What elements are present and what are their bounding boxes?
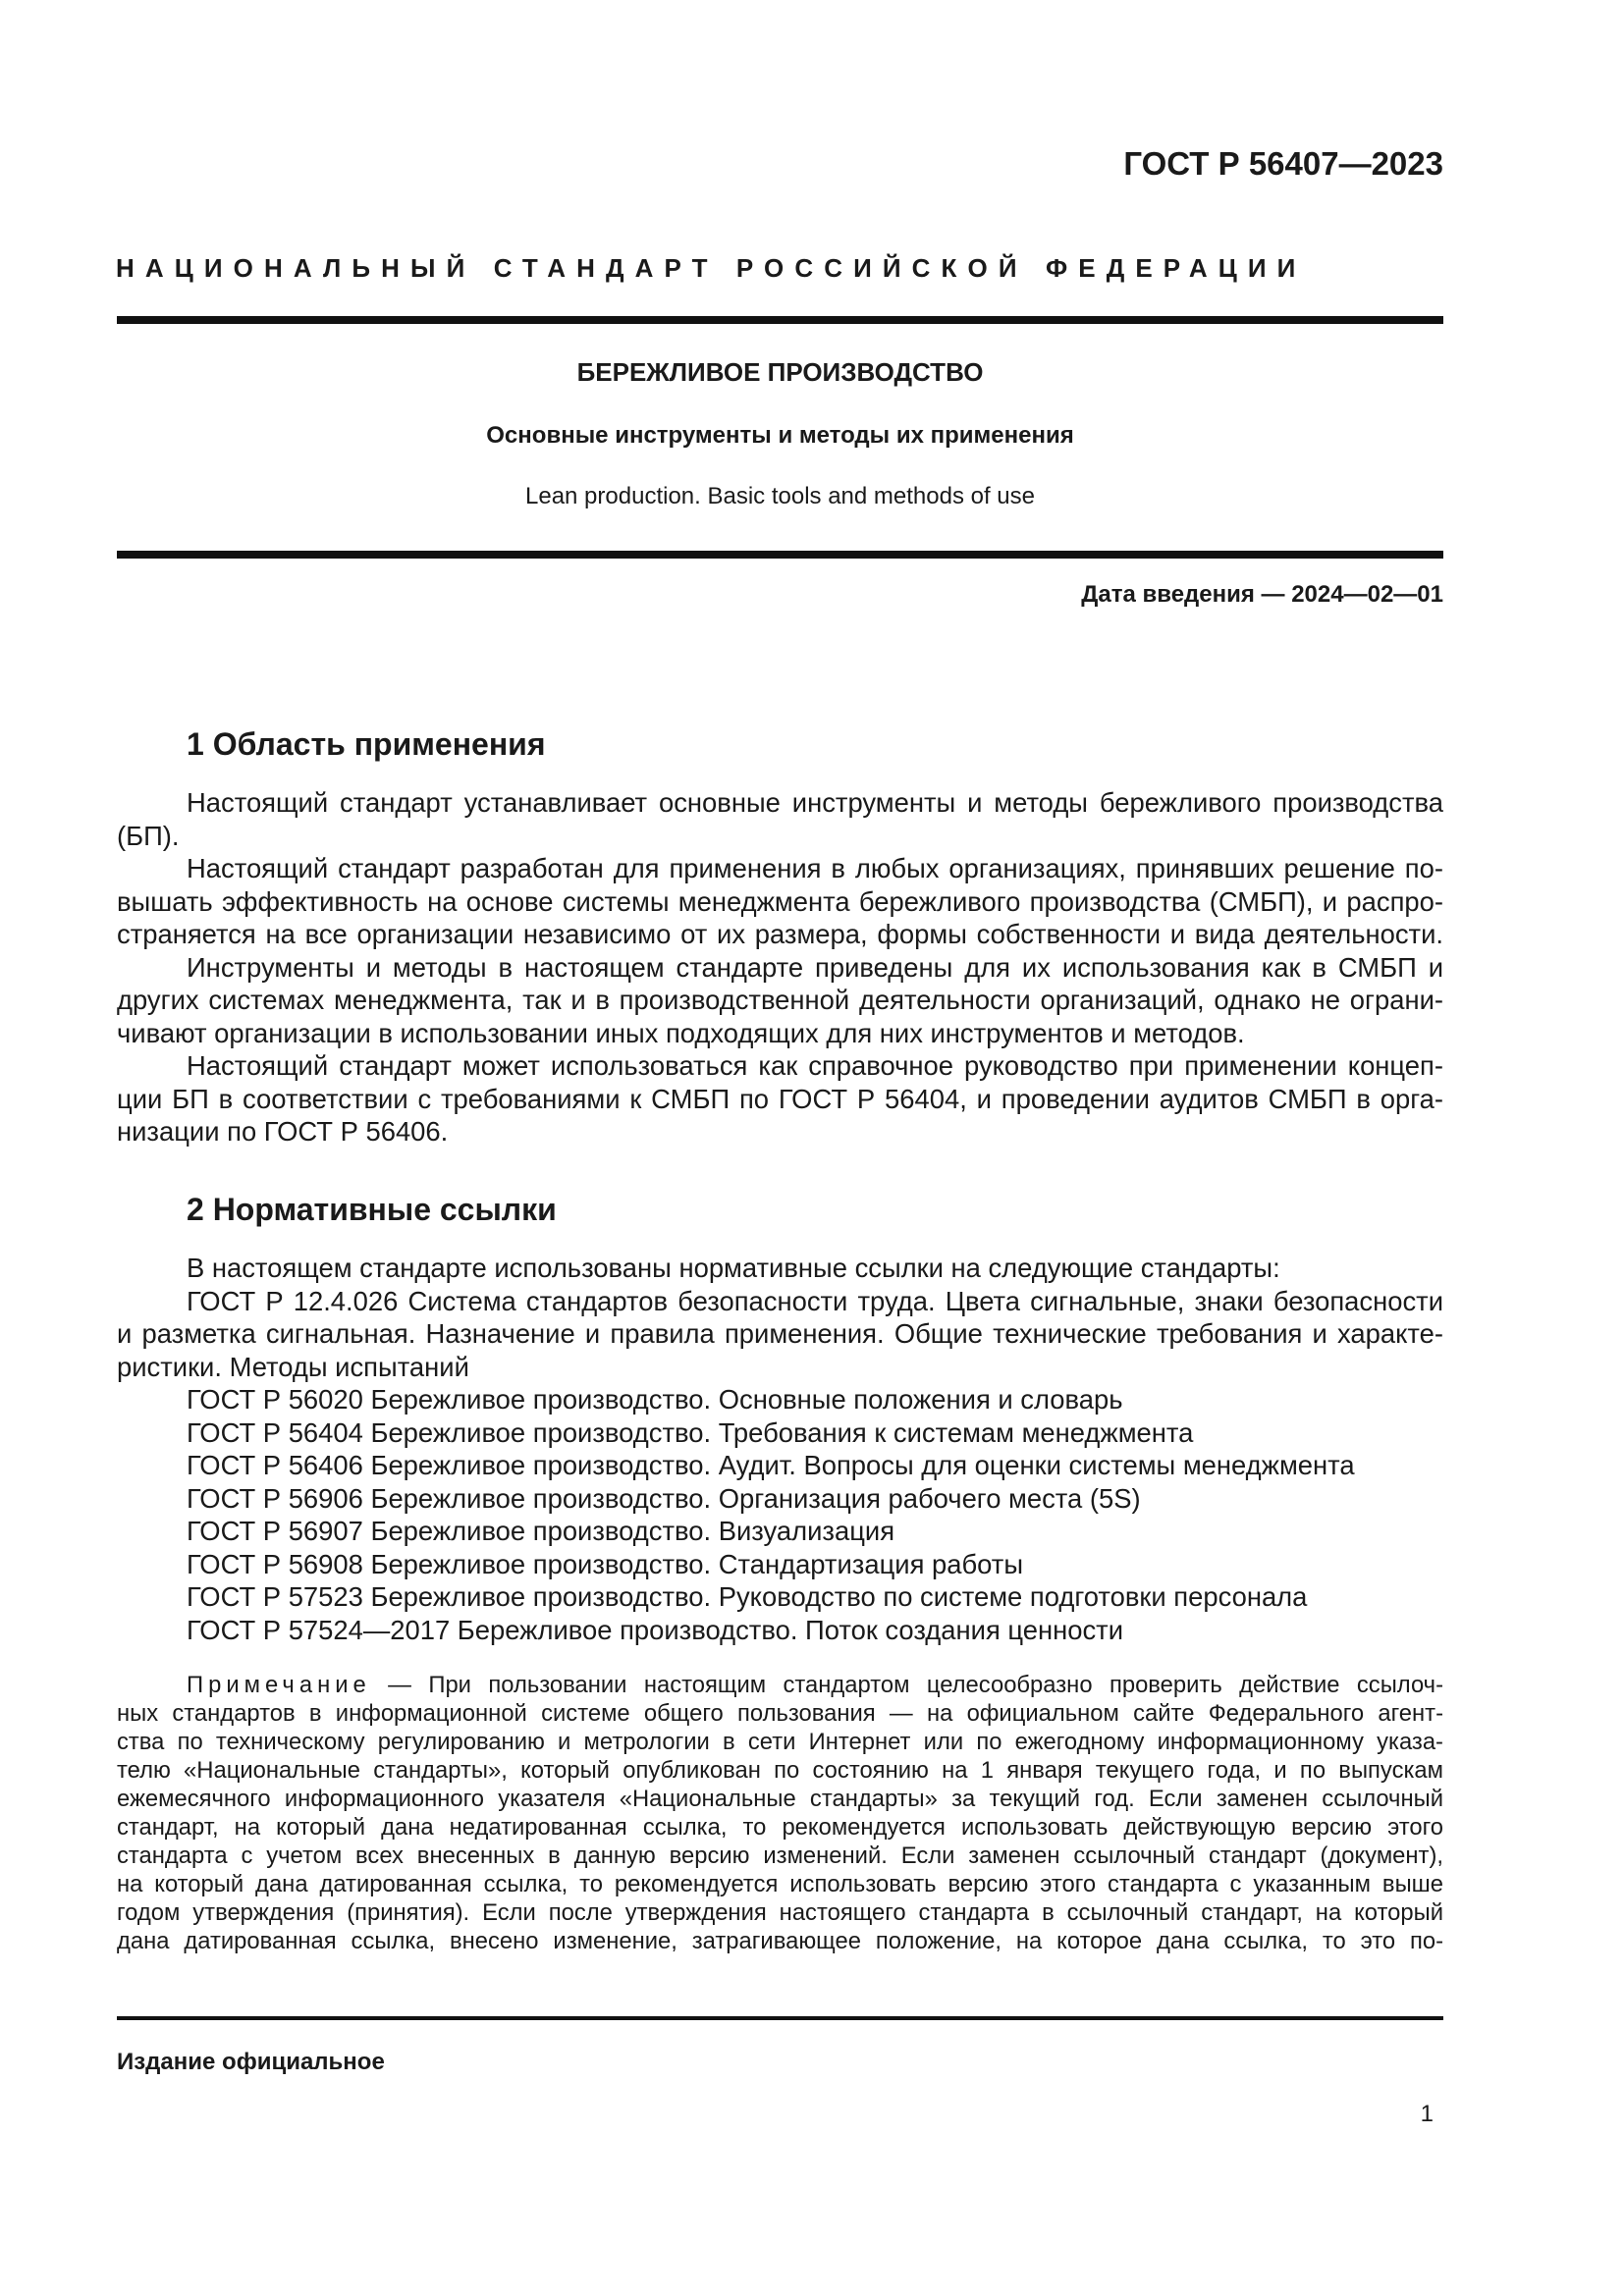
text-line: и разметка сигнальная. Назначение и правила применения. Общие технические требования и характе- (117, 1318, 1443, 1349)
note-first-line (117, 1671, 1443, 1699)
page-number: 1 (1420, 2101, 1434, 2127)
standard-title-english: Lean production. Basic tools and methods of use (525, 483, 1035, 509)
title-rule (117, 551, 1443, 559)
footer-rule (117, 2016, 1443, 2020)
reference-item: ГОСТ Р 56406 Бережливое производство. Аудит. Вопросы для оценки системы менеджмента (187, 1450, 1355, 1480)
note-line: ства по техническому регулированию и метрологии в сети Интернет или по ежегодному информационному указа- (117, 1729, 1443, 1755)
note-text: — При пользовании настоящим стандартом целесообразно проверить действие ссылоч- (370, 1672, 1443, 1698)
text-line: Настоящий стандарт может использоваться как справочное руководство при применении концеп- (187, 1050, 1443, 1081)
note-line: ежемесячного информационного указателя «Национальные стандарты» за текущий год. Если заменен ссылочный (117, 1786, 1443, 1812)
standard-subtitle: Основные инструменты и методы их применения (486, 422, 1074, 449)
section-1-heading: 1 Область применения (187, 726, 546, 762)
header-rule (117, 316, 1443, 324)
introduction-date: Дата введения — 2024—02—01 (1081, 581, 1443, 608)
text-line: (БП). (117, 820, 180, 851)
reference-item: ГОСТ Р 56020 Бережливое производство. Основные положения и словарь (187, 1384, 1123, 1415)
text-line: других системах менеджмента, так и в производственной деятельности организаций, однако не ограни- (117, 985, 1443, 1015)
reference-item: ГОСТ Р 12.4.026 Система стандартов безопасности труда. Цвета сигнальные, знаки безопасности (187, 1285, 1443, 1316)
reference-item: ГОСТ Р 56906 Бережливое производство. Организация рабочего места (5S) (187, 1482, 1141, 1514)
reference-item: ГОСТ Р 56404 Бережливое производство. Требования к системам менеджмента (187, 1416, 1194, 1448)
note-line: годом утверждения (принятия). Если после утверждения настоящего стандарта в ссылочный стандарт, на который (117, 1899, 1443, 1926)
section-1-body (117, 786, 1443, 1148)
text-line: Настоящий стандарт устанавливает основные инструменты и методы бережливого производства (187, 787, 1443, 818)
note-line: стандарта с учетом всех внесенных в данную версию изменений. Если заменен ссылочный стандарт (документ), (117, 1842, 1443, 1869)
reference-item: ГОСТ Р 57523 Бережливое производство. Руководство по системе подготовки персонала (187, 1581, 1308, 1612)
note-line: телю «Национальные стандарты», который опубликован по состоянию на 1 января текущего года, и по выпускам (117, 1757, 1443, 1784)
reference-item: ГОСТ Р 56907 Бережливое производство. Визуализация (187, 1516, 895, 1546)
reference-item: ГОСТ Р 57524—2017 Бережливое производство. Поток создания ценности (187, 1614, 1124, 1645)
text-line: чивают организации в использовании иных подходящих для них инструментов и методов. (117, 1017, 1245, 1048)
standard-title: БЕРЕЖЛИВОЕ ПРОИЗВОДСТВО (576, 357, 984, 387)
text-line: низации по ГОСТ Р 56406. (117, 1116, 449, 1147)
text-line: ристики. Методы испытаний (117, 1351, 469, 1382)
text-line: Инструменты и методы в настоящем стандарте приведены для их использования как в СМБП и (187, 951, 1443, 983)
note-block (117, 1671, 1443, 1955)
note-line: на который дана датированная ссылка, то рекомендуется использовать версию этого стандарта с указанным выше (117, 1871, 1443, 1897)
reference-item: ГОСТ Р 56908 Бережливое производство. Стандартизация работы (187, 1548, 1024, 1579)
note-line: стандарт, на который дана недатированная ссылка, то рекомендуется использовать действующую версию этого (117, 1814, 1443, 1841)
section-2-body (117, 1252, 1443, 1646)
document-code: ГОСТ Р 56407—2023 (1123, 145, 1443, 182)
note-label: Примечание (187, 1672, 371, 1698)
note-line: ных стандартов в информационной системе общего пользования — на официальном сайте Федерального агент- (117, 1700, 1443, 1727)
official-edition-label: Издание официальное (117, 2049, 385, 2075)
note-line: дана датированная ссылка, внесено изменение, затрагивающее положение, на которое дана ссылка, то это по- (117, 1928, 1443, 1954)
text-line: ции БП в соответствии с требованиями к СМБП по ГОСТ Р 56404, и проведении аудитов СМБП в орга- (117, 1083, 1443, 1114)
text-line: вышать эффективность на основе системы менеджмента бережливого производства (СМБП), и распро- (117, 885, 1443, 917)
text-line: В настоящем стандарте использованы нормативные ссылки на следующие стандарты: (187, 1253, 1280, 1283)
section-2-heading: 2 Нормативные ссылки (187, 1192, 557, 1227)
text-line: страняется на все организации независимо от их размера, формы собственности и вида деятельности. (117, 919, 1443, 949)
text-line: Настоящий стандарт разработан для применения в любых организациях, принявших решение по- (187, 853, 1443, 883)
national-standard-banner: НАЦИОНАЛЬНЫЙ СТАНДАРТ РОССИЙСКОЙ ФЕДЕРАЦИИ (116, 253, 1307, 283)
